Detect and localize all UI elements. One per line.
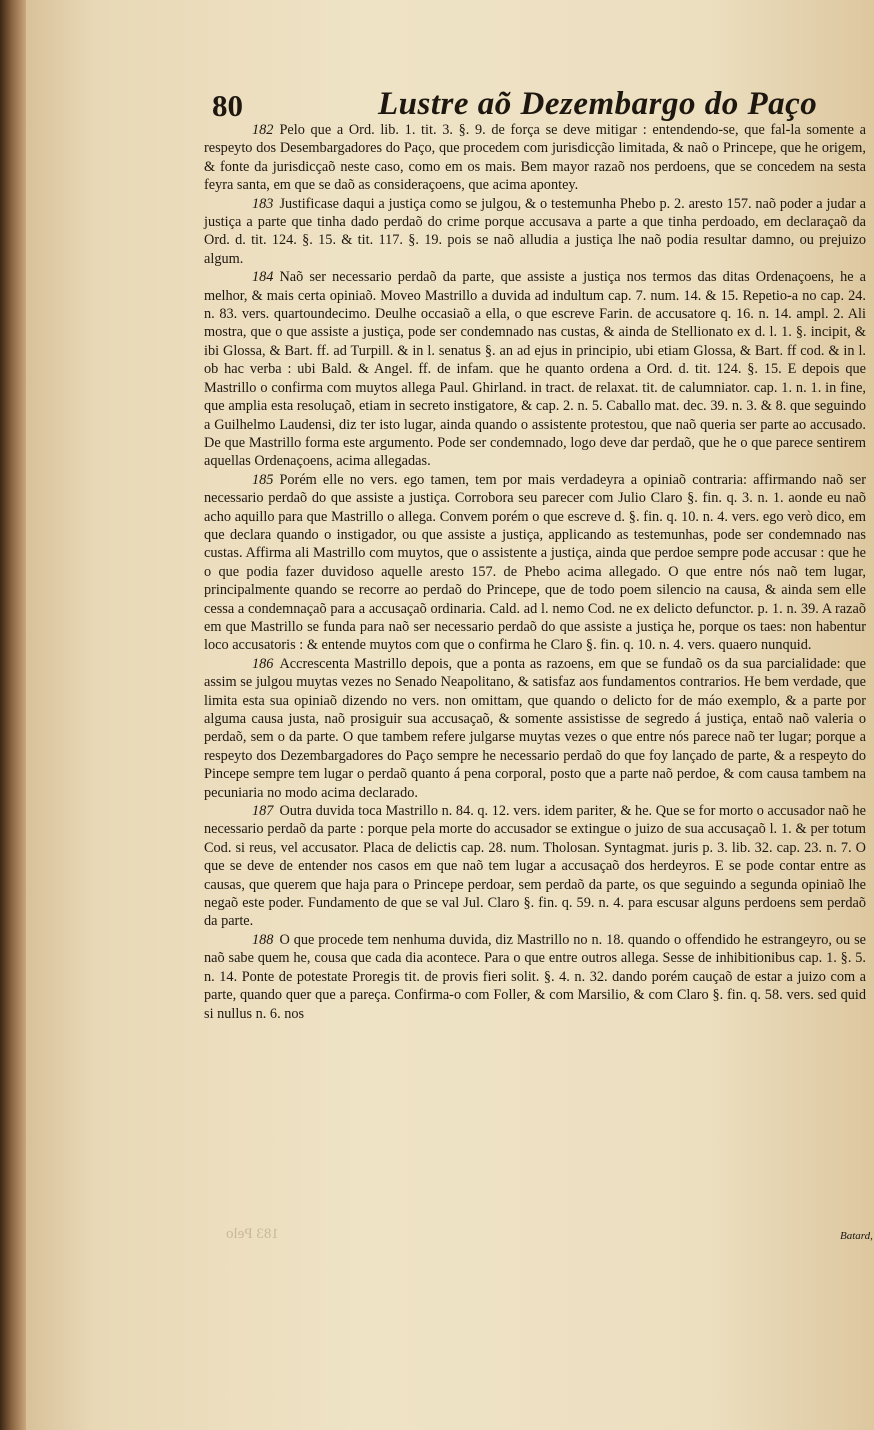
page-number: 80 — [212, 88, 243, 123]
catchword: Batard, — [840, 1230, 873, 1242]
paragraph-188 — [204, 931, 866, 1023]
book-page — [26, 0, 874, 1430]
paragraph-185 — [204, 471, 866, 655]
paragraph-number: 187 — [252, 803, 274, 820]
paragraph-187 — [204, 802, 866, 931]
paragraph-text: Naõ ser necessario perdaõ da parte, que assiste a justiça nos termos das ditas Ordenaçoens, he a melhor, & mais certa opiniaõ. Moveo Mastrillo a duvida ad indultum cap. 7. num. 14. & 15. Repetio-a no cap. 24. n. 83. vers. quartoundecimo. Deulhe occasiaõ a ella, o que escreve Farin. de accusatore q. 16. n. 14. ampl. 2. Ali mostra, que o que assiste a justiça, pode ser condemnado nas custas, & ainda de Stellionato ex d. l. 1. §. incipit, & ibi Glossa, & Bart. ff. ad Turpill. & in l. senatus §. an ad ejus in principio, ubi etiam Glossa, & Bart. ff cod. & in l. ob hac verba : ubi Bald. & Angel. ff. de infam. que he quanto ordena a Ord. d. tit. 124. §. 15. E depois que Mastrillo o confirma com muytos allega Paul. Ghirland. in tract. de relaxat. tit. de calumniator. cap. 1. n. 1. in fine, que amplia esta resoluçaõ, etiam in secreto instigatore, & cap. 2. n. 5. Caballo mat. dec. 39. n. 3. & 8. que seguindo a Guilhelmo Laudensi, diz ter isto lugar, ainda quando o assistente protestou, que naõ queria ser parte ao accusado. De que Mastrillo forma este argumento. Pode ser condemnado, logo deve dar perdaõ, que he o que parece sentirem aquellas Ordenaçoens, acima allegadas. — [204, 269, 866, 470]
paragraph-text: Pelo que a Ord. lib. 1. tit. 3. §. 9. de força se deve mitigar : entendendo-se, que fal-la somente a respeyto dos Desembargadores do Paço, que procedem com jurisdicção limitada, & naõ o Princepe, que he origem, & fonte da jurisdicçaõ neste caso, como em os mais. Bem mayor razaõ nos perdoens, que se concedem na sesta feyra santa, em que se daõ as consideraçoens, que acima apontey. — [204, 122, 866, 194]
paragraph-number: 186 — [252, 655, 274, 672]
running-title: Lustre aõ Dezembargo do Paço — [378, 86, 818, 122]
paragraph-186 — [204, 655, 866, 802]
paragraph-text: Porém elle no vers. ego tamen, tem por mais verdadeyra a opiniaõ contraria: affirmando naõ ser necessario perdaõ do que assiste a justiça. Corrobora seu parecer com Julio Claro §. fin. q. 3. n. 1. aonde eu naõ acho aquillo para que Mastrillo o allega. Convem porém o que escreve d. §. fin. q. 10. n. 4. vers. ego verò dico, em que declara quando o instigador, ou que assiste a justiça, applicando as testemunhas, pode ser condemnado nas custas. Affirma ali Mastrillo com muytos, que o assistente a justiça, ainda que perdoe sempre pode accusar : que he o que podia fazer duvidoso aquelle aresto 157. de Phebo acima allegado. O que entre nós naõ tem lugar, principalmente quando se recorre ao perdaõ do Princepe, que de todo poem silencio na causa, & ainda sem elle cessa a condemnaçaõ para a accusaçaõ ordinaria. Cald. ad l. nemo Cod. ne ex delicto defunctor. p. 1. n. 39. A razaõ em que Mastrillo se funda para naõ ser necessario perdaõ do que assiste a justiça he, porque os taes: non habentur loco accusatoris : & entende muytos com que o confirma he Claro §. fin. q. 10. n. 4. vers. quaero nunquid. — [204, 471, 866, 654]
paragraph-number: 183 — [252, 195, 274, 212]
body-text — [204, 121, 866, 1023]
paragraph-number: 182 — [252, 122, 274, 138]
paragraph-text: Outra duvida toca Mastrillo n. 84. q. 12. vers. idem pariter, & he. Que se for morto o accusador naõ he necessario perdaõ da parte : porque pela morte do accusador se extingue o juizo de sua accusaçaõ l. 1. & per totum Cod. si reus, vel accusator. Placa de delictis cap. 28. num. Tholosan. Syntagmat. juris p. 3. lib. 32. cap. 23. n. 7. O que se deve de entender nos casos em que naõ tem lugar a accusaçaõ dos herdeyros. E se pode contar entre as causas, que querem que haja para o Princepe perdoar, sem perdaõ da parte, os que seguindo a segunda opiniaõ lhe negaõ este poder. Fundamento de que se val Jul. Claro §. fin. q. 59. n. 4. para escusar alguns perdoens sem perdaõ da parte. — [204, 803, 866, 930]
paragraph-number: 185 — [252, 471, 274, 488]
paragraph-number: 184 — [252, 269, 274, 286]
paragraph-184 — [204, 268, 866, 470]
paragraph-183 — [204, 195, 866, 269]
paragraph-text: O que procede tem nenhuma duvida, diz Mastrillo no n. 18. quando o offendido he estrangeyro, ou se naõ sabe quem he, cousa que cada dia acontece. Para o que entre outros allega. Sesse de inhibitionibus cap. 1. §. 5. n. 14. Ponte de potestate Proregis tit. de provis fieri solit. §. 4. n. 32. dando porém cauçaõ de estar a juizo com a parte, quando quer que a pareça. Confirma-o com Foller, & com Marsilio, & com Claro §. fin. q. 58. vers. sed quid si nullus n. 6. nos — [204, 931, 866, 1022]
paragraph-text: Accrescenta Mastrillo depois, que a ponta as razoens, em que se fundaõ os da sua parcialidade: que assim se julgou muytas vezes no Senado Neapolitano, & satisfaz aos fundamentos contrarios. He bem verdade, que limita esta sua opiniaõ dizendo no vers. non omittam, que quando o delicto for de máo exemplo, & a parte por alguma causa justa, naõ prosiguir sua accusaçaõ, & somente assistisse de segredo á justiça, entaõ naõ valeria o perdaõ, sem o da parte. O que tambem refere julgarse muytas vezes o que entre nós parece naõ ter lugar; porque a respeyto dos Dezembargadores do Paço sempre he necessario perdaõ do que foy lançado de parte, & a respeyto do Pincepe sempre tem lugar o perdaõ quanto á pena corporal, posto que a parte naõ perdoe, & com causa tambem na pecuniaria no modo acima declarado. — [204, 655, 866, 801]
show-through-text: 183 Pelo — [226, 1226, 279, 1242]
paragraph-text: Justificase daqui a justiça como se julgou, & o testemunha Phebo p. 2. aresto 157. naõ poder a judar a justiça a parte que tinha dado perdaõ do crime porque accusava a parte a que tinha perdoado, em declaraçaõ da Ord. d. tit. 124. §. 15. & tit. 117. §. 19. pois se naõ alludia a justiça lhe naõ podia resultar damno, ou prejuizo algum. — [204, 195, 866, 267]
paragraph-number: 188 — [252, 931, 274, 948]
paragraph-182 — [204, 121, 866, 195]
book-spine — [0, 0, 26, 1430]
